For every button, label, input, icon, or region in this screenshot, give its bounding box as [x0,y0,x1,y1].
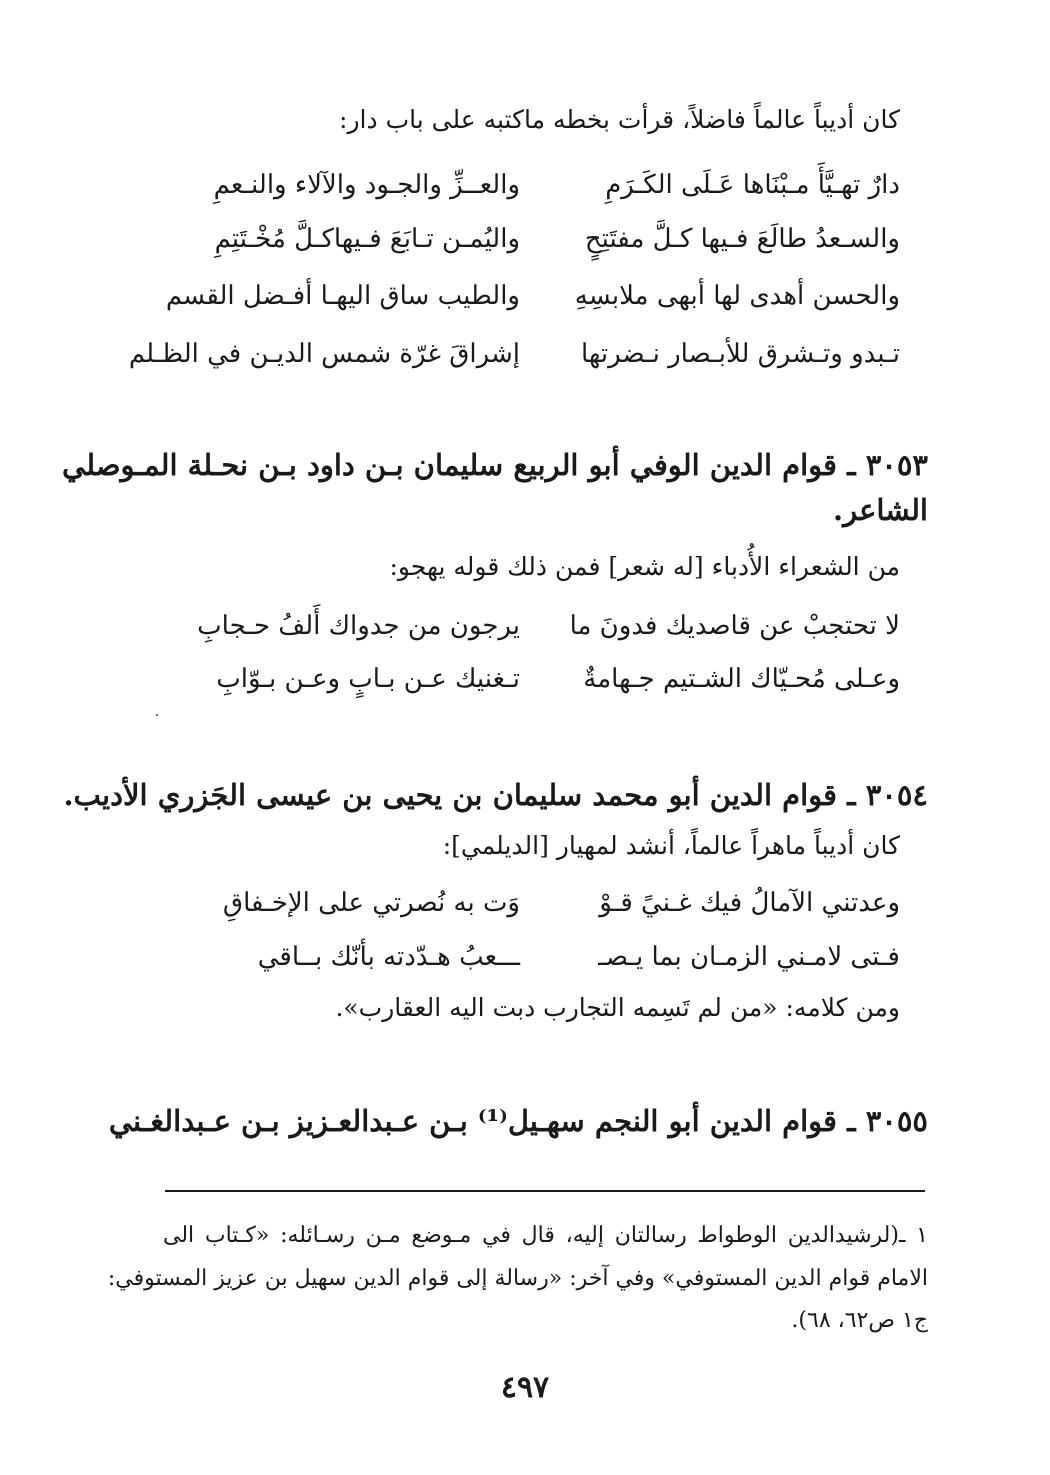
verse-hemistich-second: تـغنيك عـن بـابٍ وعـن بـوّابِ [216,664,520,694]
entry-3053-heading-cont: الشاعر. [832,493,928,527]
footnote-line-3: ج١ ص٦٢، ٦٨). [791,1308,928,1333]
entry-3053-intro: من الشعراء الأُدباء [له شعر] فمن ذلك قوله يهجو: [389,552,900,581]
verse-hemistich-second: يرجون من جدواك أَلفُ حـجابِ [197,611,520,641]
verse-hemistich-second: والطيب ساق اليهـا أفـضل القسم [165,281,520,311]
verse-hemistich-second: واليُمـن تـابَعَ فـيهاكـلَّ مُخْـتَتِمِ [214,224,520,254]
verse-hemistich-first: تـبدو وتـشرق للأبـصار نـضرتها [580,339,900,369]
entry-3053-verse-2 [160,655,900,703]
footnote-separator [165,1190,925,1192]
poem1-verse-1 [160,161,900,209]
verse-hemistich-second: ـــعبُ هـدّدته بأنّك بــاقي [257,942,520,972]
verse-hemistich-first: وعـلى مُحـيّاك الشـتيم جـهامةٌ [583,664,900,694]
entry-3054-verse-1 [160,879,900,927]
intro-line: كان أديباً عالماً فاضلاً، قرأت بخطه ماكتبه على باب دار: [339,105,900,134]
verse-hemistich-first: لا تحتجبْ عن قاصديك فدونَ ما [569,611,900,641]
verse-hemistich-first: دارٌ تهـيَّأَ مـبْنَاها عَـلَى الكَـرَمِ [605,170,900,200]
verse-hemistich-first: وعدتني الآمالُ فيك غـنيً قـوْ [599,888,900,918]
entry-3055-heading: ٣٠٥٥ ـ قوام الدين أبو النجم سهـيل⁽¹⁾ بـن عـبدالعـزيز بـن عـبدالغـني [108,1104,928,1138]
verse-hemistich-second: والعــزِّ والجـود والآلاء والنـعمِ [213,170,520,200]
footnote-line-2: الامام قوام الدين المستوفي» وفي آخر: «رسالة إلى قوام الدين سهيل بن عزيز المستوفي: [107,1266,928,1291]
margin-dot [156,714,158,716]
verse-hemistich-second: إشراقَ غرّة شمس الديـن في الظـلم [128,339,520,369]
verse-hemistich-first: فـتى لامـني الزمـان بما يـصـ [598,942,900,972]
poem1-verse-3 [160,272,900,320]
entry-3054-heading: ٣٠٥٤ ـ قوام الدين أبو محمد سليمان بن يحيى بن عيسى الجَزري الأديب. [63,778,928,812]
poem1-verse-2 [160,215,900,263]
entry-3054-verse-2 [160,933,900,981]
verse-hemistich-first: والحسن أهدى لها أبهى ملابسِهِ [574,281,900,311]
verse-hemistich-second: وَت به نُصرتي على الإخـفاقِ [222,888,520,918]
verse-hemistich-first: والسـعدُ طالَعَ فـيها كـلَّ مفتَتِحٍ [584,224,900,254]
poem1-verse-4 [128,330,900,378]
footnote-line-1: ١ ـ(لرشيدالدين الوطواط رسالتان إليه، قال في مـوضع مـن رسـائله: «كـتاب الى [163,1223,928,1248]
entry-3053-heading: ٣٠٥٣ ـ قوام الدين الوفي أبو الربيع سليمان بـن داود بـن نحـلة المـوصلي [62,448,928,482]
entry-3053-verse-1 [160,602,900,650]
entry-3054-saying: ومن كلامه: «من لم تَسِمه التجارب دبت اليه العقارب». [335,993,900,1022]
entry-3054-intro: كان أديباً ماهراً عالماً، أنشد لمهيار [الديلمي]: [442,831,900,860]
page-number: ٤٩٧ [500,1370,550,1405]
